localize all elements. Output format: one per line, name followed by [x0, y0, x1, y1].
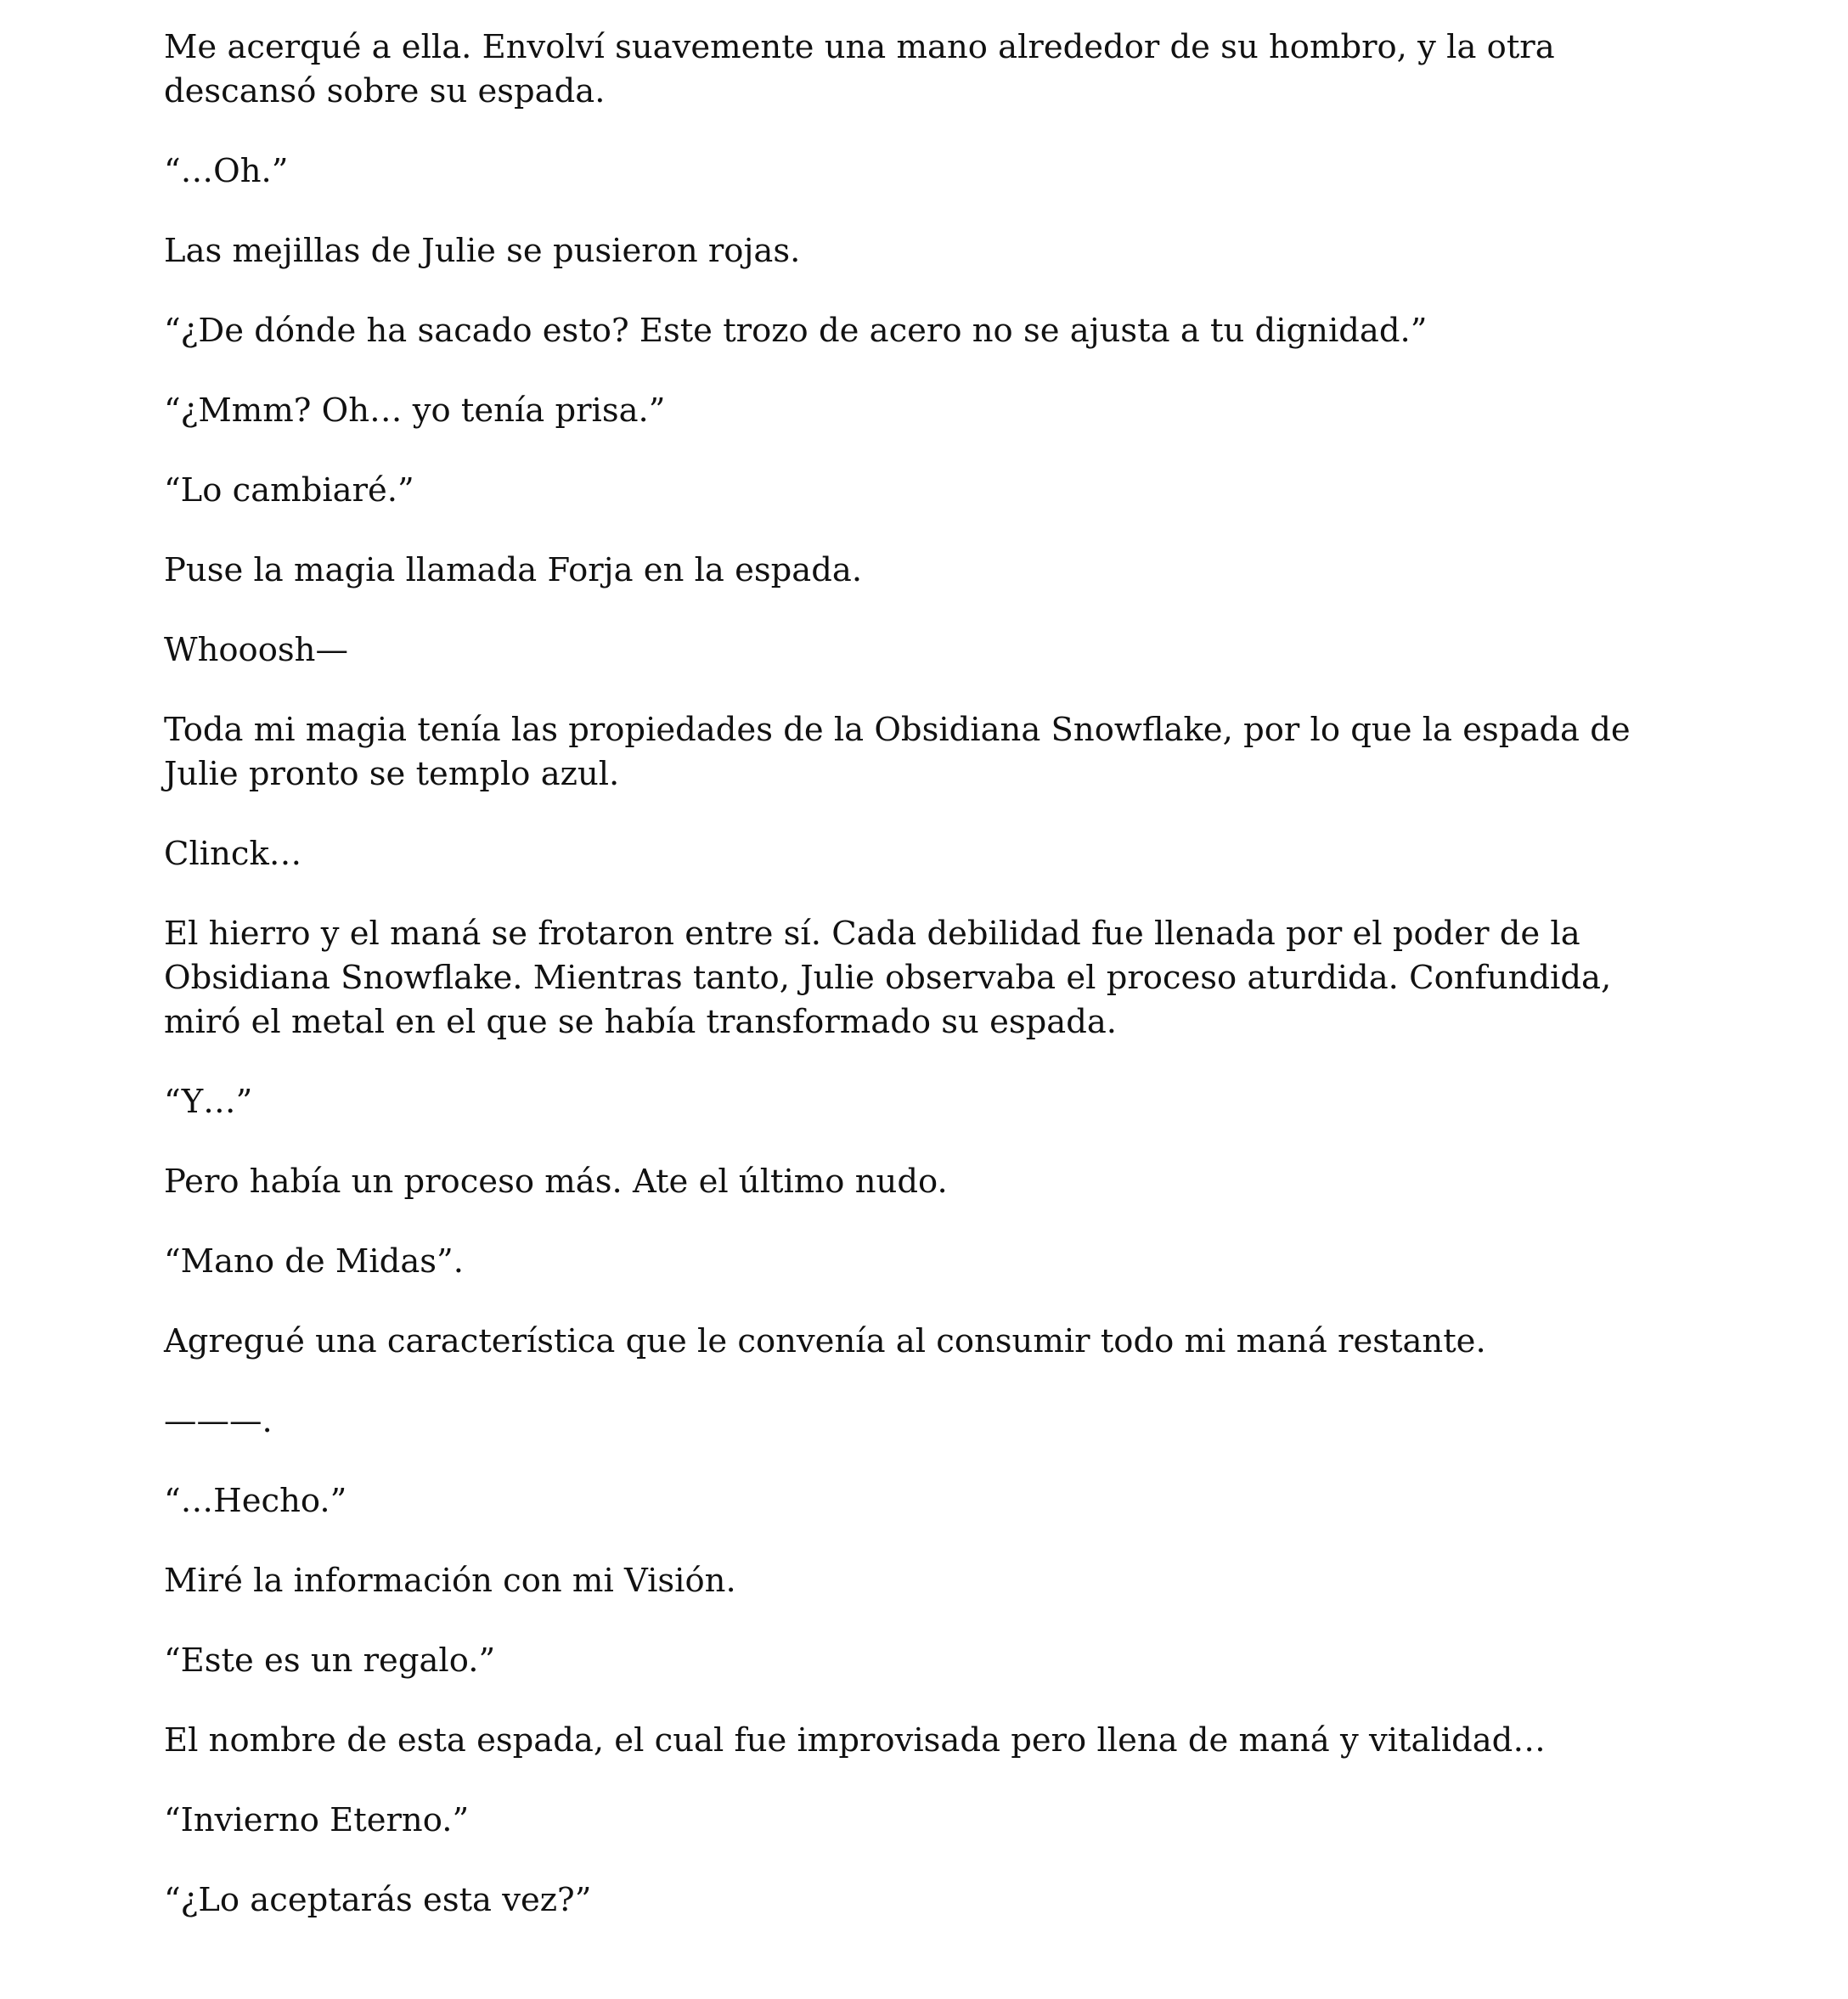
- paragraph: Whooosh—: [164, 631, 348, 669]
- paragraph: Las mejillas de Julie se pusieron rojas.: [164, 232, 801, 270]
- paragraph: El nombre de esta espada, el cual fue improvisada pero llena de maná y vitalidad…: [164, 1721, 1546, 1760]
- document-body: [164, 25, 1653, 1923]
- paragraph: “Lo cambiaré.”: [164, 471, 414, 510]
- paragraph: Toda mi magia tenía las propiedades de la Obsidiana Snowflake, por lo que la espada de Julie pronto se templo azul.: [164, 711, 1631, 793]
- paragraph: Puse la magia llamada Forja en la espada.: [164, 551, 863, 589]
- paragraph: “Invierno Eterno.”: [164, 1801, 470, 1839]
- paragraph: Me acerqué a ella. Envolví suavemente una mano alrededor de su hombro, y la otra descansó sobre su espada.: [164, 28, 1555, 110]
- paragraph: “¿Lo aceptarás esta vez?”: [164, 1881, 592, 1919]
- paragraph: Agregué una característica que le convenía al consumir todo mi maná restante.: [164, 1322, 1486, 1360]
- paragraph: “Y…”: [164, 1083, 253, 1121]
- paragraph: “Mano de Midas”.: [164, 1242, 464, 1281]
- paragraph: ———.: [164, 1402, 273, 1440]
- paragraph: Clinck…: [164, 835, 302, 873]
- paragraph: Miré la información con mi Visión.: [164, 1562, 736, 1600]
- paragraph: Pero había un proceso más. Ate el último nudo.: [164, 1163, 948, 1201]
- paragraph: “…Oh.”: [164, 152, 289, 190]
- paragraph: “¿De dónde ha sacado esto? Este trozo de acero no se ajusta a tu dignidad.”: [164, 312, 1428, 350]
- paragraph: “¿Mmm? Oh… yo tenía prisa.”: [164, 391, 666, 430]
- paragraph: “Este es un regalo.”: [164, 1641, 496, 1680]
- paragraph: “…Hecho.”: [164, 1482, 347, 1520]
- paragraph: El hierro y el maná se frotaron entre sí. Cada debilidad fue llenada por el poder de la Obsidiana Snowflake. Mientras tanto, Julie observaba el proceso aturdida. Confundida, miró el metal en el que se había transformado su espada.: [164, 915, 1612, 1041]
